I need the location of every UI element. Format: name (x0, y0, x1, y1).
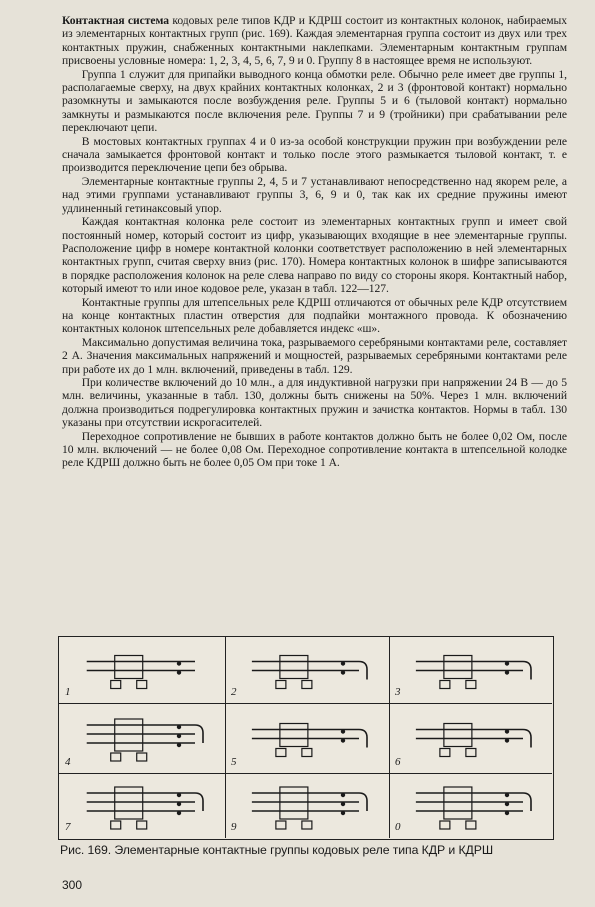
insulator-block (115, 656, 143, 679)
contact-rivet (177, 661, 181, 665)
paragraph-text: Максимально допустимая величина тока, разрываемого серебряными контактами реле, составляет 2 А. Значения максимальных напряжений и мощностей, разрываемых серебряными контактами реле при работе их до 1 млн. включений, приведены в табл. 129. (62, 335, 567, 376)
paragraph-text: В мостовых контактных группах 4 и 0 из-за особой конструкции пружин при возбуждении реле сначала замыкается фронтовой контакт и только после этого размыкается тыловой контакт, т. е производится переключение цепи без обрыва. (62, 134, 567, 175)
paragraph-text: Элементарные контактные группы 2, 4, 5 и 7 устанавливают непосредственно над якорем реле, а над этими группами устанавливают группы 3, 6, 9 и 0, так как их средние пружины имеют удлиненный гетинаксовый упор. (62, 174, 567, 215)
paragraph (62, 215, 567, 295)
contact-group-cell (59, 773, 226, 838)
contact-rivet (505, 802, 509, 806)
rivet-head (276, 681, 286, 689)
rivet-head (137, 821, 147, 829)
group-number-label: 6 (395, 756, 401, 768)
contact-group-cell (389, 773, 552, 838)
insulator-block (444, 656, 472, 679)
insulator-block (280, 724, 308, 747)
rivet-head (466, 821, 476, 829)
rivet-head (111, 681, 121, 689)
figure-caption: Рис. 169. Элементарные контактные группы кодовых реле типа КДР и КДРШ (60, 843, 494, 857)
contact-rivet (505, 661, 509, 665)
rivet-head (440, 681, 450, 689)
paragraph (62, 376, 567, 430)
spring-drawing (225, 637, 389, 703)
group-number-label: 4 (65, 756, 71, 768)
insulator-block (444, 787, 472, 819)
contact-rivet (177, 734, 181, 738)
insulator-block (115, 719, 143, 751)
group-number-label: 1 (65, 686, 71, 698)
contact-rivet (505, 793, 509, 797)
lead-term: Контактная система (62, 14, 169, 27)
spring-drawing (389, 703, 553, 773)
group-number-label: 2 (231, 686, 237, 698)
spring-drawing (59, 637, 225, 703)
contact-rivet (505, 738, 509, 742)
spring-drawing (59, 703, 225, 773)
group-number-label: 5 (231, 756, 237, 768)
rivet-head (466, 749, 476, 757)
contact-group-cell (389, 703, 552, 774)
paragraph (62, 175, 567, 215)
insulator-block (280, 787, 308, 819)
contact-rivet (177, 725, 181, 729)
rivet-head (276, 821, 286, 829)
spring-drawing (225, 773, 389, 839)
insulator-block (115, 787, 143, 819)
contact-rivet (177, 743, 181, 747)
contact-rivet (505, 670, 509, 674)
paragraph (62, 14, 567, 68)
paragraph (62, 135, 567, 175)
paragraph-text: Переходное сопротивление не бывших в работе контактов должно быть не более 0,02 Ом, после 10 млн. включений — не более 0,08 Ом. Переходное сопротивление контакта в штепсельной колодке реле КДРШ должно быть не более 0,05 Ом при токе 1 А. (62, 429, 567, 470)
rivet-head (466, 681, 476, 689)
contact-rivet (341, 811, 345, 815)
contact-rivet (341, 738, 345, 742)
rivet-head (137, 681, 147, 689)
spring-drawing (389, 773, 553, 839)
rivet-head (440, 821, 450, 829)
paragraph-text: Контактные группы для штепсельных реле КДРШ отличаются от обычных реле КДР отсутствием на конце контактных пластин отверстия для подпайки монтажного провода. К обозначению контактных колонок штепсельных реле добавляется индекс «ш». (62, 295, 567, 336)
contact-rivet (341, 729, 345, 733)
group-number-label: 9 (231, 821, 237, 833)
paragraph-text: При количестве включений до 10 млн., а для индуктивной нагрузки при напряжении 24 В — до 5 млн. величины, указанные в табл. 130, должны быть снижены на 50%. Через 1 млн. включений должна производиться подрегулировка контактных пружин и зачистка контактов. Нормы в табл. 130 указаны при отсутствии искрогасителей. (62, 375, 567, 430)
contact-rivet (341, 661, 345, 665)
group-number-label: 7 (65, 821, 71, 833)
contact-rivet (341, 802, 345, 806)
rivet-head (302, 821, 312, 829)
paragraph (62, 336, 567, 376)
rivet-head (276, 749, 286, 757)
contact-rivet (177, 670, 181, 674)
spring-drawing (225, 703, 389, 773)
contact-rivet (505, 729, 509, 733)
paragraph (62, 430, 567, 470)
paragraph-text: кодовых реле типов КДР и КДРШ состоит из контактных колонок, набираемых из элементарных контактных групп (рис. 169). Каждая элементарная группа состоит из двух или трех контактных пружин, снабженных контактными наклепками. Элементарным контактным группам присвоены условные номера: 1, 2, 3, 4, 5, 6, 7, 9 и 0. Группу 8 в настоящее время не используют. (62, 14, 567, 68)
contact-group-cell (389, 637, 552, 704)
group-number-label: 0 (395, 821, 401, 833)
rivet-head (137, 753, 147, 761)
paragraph (62, 296, 567, 336)
contact-group-cell (225, 637, 390, 704)
paragraph-text: Группа 1 служит для припайки выводного конца обмотки реле. Обычно реле имеет две группы 1, располагаемые сверху, на двух крайних контактных колонках, 2 и 3 (фронтовой контакт) нормально разомкнуты и замыкаются после возбуждения реле. Группы 5 и 6 (тыловой контакт) нормально замкнуты и размыкаются после включения реле. Группы 7 и 9 (тройники) при срабатывании реле переключают цепи. (62, 67, 567, 135)
rivet-head (111, 753, 121, 761)
contact-group-cell (225, 773, 390, 838)
rivet-head (440, 749, 450, 757)
group-number-label: 3 (395, 686, 401, 698)
contact-rivet (177, 793, 181, 797)
contact-rivet (505, 811, 509, 815)
contact-rivet (341, 793, 345, 797)
paragraph (62, 68, 567, 135)
spring-drawing (59, 773, 225, 839)
contact-group-cell (59, 703, 226, 774)
paragraph-text: Каждая контактная колонка реле состоит из элементарных контактных групп и имеет свой постоянный номер, который состоит из цифр, указывающих входящие в нее элементарные группы. Расположение цифр в номере контактной колонки соответствует расположению в ней элементарных контактных групп, считая сверху вниз (рис. 170). Номера контактных колонок в шифре записываются в порядке расположения колонок на реле слева направо по виду со стороны якоря. Контактный набор, который имеют то или иное кодовое реле, указан в табл. 122—127. (62, 215, 567, 296)
rivet-head (302, 749, 312, 757)
rivet-head (111, 821, 121, 829)
insulator-block (280, 656, 308, 679)
contact-group-cell (59, 637, 226, 704)
page-number: 300 (62, 878, 83, 892)
insulator-block (444, 724, 472, 747)
contact-groups-figure (58, 636, 554, 840)
rivet-head (302, 681, 312, 689)
body-text (62, 14, 567, 470)
contact-rivet (341, 670, 345, 674)
spring-drawing (389, 637, 553, 703)
contact-rivet (177, 802, 181, 806)
contact-group-cell (225, 703, 390, 774)
contact-rivet (177, 811, 181, 815)
